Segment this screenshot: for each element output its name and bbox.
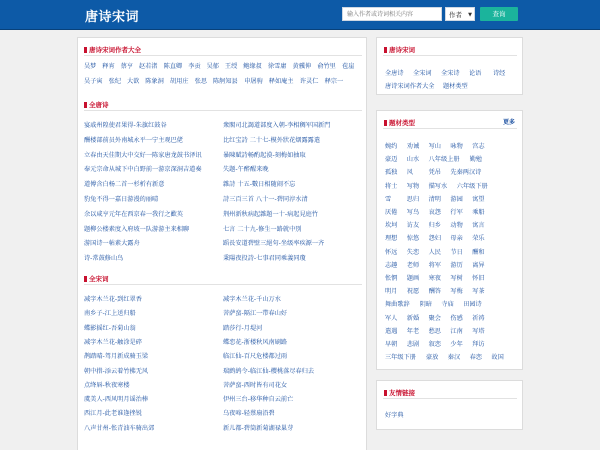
- author-link[interactable]: 吴郁: [206, 63, 219, 70]
- search-type-select[interactable]: [445, 7, 475, 21]
- side-links-title: [384, 45, 415, 54]
- friend-links-title: [384, 388, 415, 397]
- author-link[interactable]: 释宗一: [324, 78, 344, 85]
- genre-link[interactable]: 少年: [450, 341, 463, 348]
- genre-link[interactable]: 游园: [450, 195, 463, 203]
- poem-link[interactable]: 比红宝詩 二十七-模外狀花烟露露遣: [223, 136, 321, 144]
- genre-link[interactable]: 坎坷: [385, 222, 398, 230]
- genre-link[interactable]: 节日: [450, 248, 463, 256]
- genre-link[interactable]: 哀怨: [428, 209, 441, 216]
- genre-link[interactable]: 伤感: [450, 314, 463, 322]
- genre-link[interactable]: 雪: [385, 195, 392, 203]
- genre-link[interactable]: 寓言: [472, 222, 485, 230]
- genre-link[interactable]: 题画: [406, 275, 420, 282]
- side-nav-link[interactable]: 唐诗宋词作者大全: [385, 83, 435, 90]
- author-link[interactable]: 张纪: [108, 78, 122, 85]
- poem-link[interactable]: 七言 二十九-修生一路就中别: [223, 225, 302, 233]
- genre-link[interactable]: 咏物: [450, 143, 463, 150]
- genre-link[interactable]: 写塔: [472, 327, 485, 335]
- poem-link[interactable]: 豹兔不得一嘉日游漫的丽晴: [84, 196, 159, 203]
- genre-link[interactable]: 失恋: [406, 248, 420, 256]
- author-link[interactable]: 吴子寅: [84, 78, 103, 85]
- genre-section-title: [384, 118, 415, 127]
- divider: [383, 128, 517, 129]
- genre-link[interactable]: 写山: [428, 143, 441, 150]
- genre-link[interactable]: 悲剧: [406, 341, 420, 348]
- author-link[interactable]: 黄骥伸: [292, 63, 312, 70]
- genre-link[interactable]: 清明: [428, 195, 441, 203]
- author-link[interactable]: 赵若渚: [138, 63, 158, 70]
- genre-link[interactable]: 乘船: [472, 209, 485, 216]
- genre-link[interactable]: 六年级下册: [456, 182, 488, 190]
- genre-link[interactable]: 理想: [385, 235, 398, 243]
- poem-link[interactable]: 诗-常鼓修山鸟: [84, 255, 124, 263]
- genre-link[interactable]: 故国: [491, 354, 504, 362]
- author-link[interactable]: 陈直卿: [163, 63, 183, 70]
- divider: [84, 55, 362, 56]
- main-content-panel: [77, 37, 367, 450]
- tang-section-title: [84, 100, 109, 109]
- genre-link[interactable]: 写树: [450, 275, 463, 282]
- genre-link[interactable]: 秦汉: [447, 354, 461, 362]
- genre-link[interactable]: 凭吊: [428, 169, 441, 177]
- divider: [383, 398, 517, 399]
- genre-link[interactable]: 行军: [450, 209, 463, 216]
- side-links-panel: [376, 37, 523, 95]
- poem-link[interactable]: 余以咸亨元年在西京春一我行之歡英: [84, 210, 183, 218]
- poem-link[interactable]: 踏莎行-月堤河: [223, 324, 263, 332]
- genre-link[interactable]: 思归: [406, 195, 420, 203]
- friend-link[interactable]: 好字典: [385, 412, 404, 419]
- section-marker: [84, 276, 87, 282]
- poem-link[interactable]: 荆州新秋病起雜題一十-病起見庭竹: [223, 210, 319, 218]
- section-marker: [384, 390, 387, 396]
- genre-panel: [376, 110, 523, 370]
- genre-link[interactable]: 新婚: [406, 314, 420, 322]
- poem-link[interactable]: 蹈長安道碧壁三絕句-坐级率疾源一齐: [223, 240, 325, 248]
- side-nav-link[interactable]: 题材类型: [443, 83, 468, 90]
- top-header: [0, 0, 600, 30]
- genre-link[interactable]: 田园诗: [463, 301, 482, 309]
- genre-link[interactable]: 宫志: [472, 143, 485, 150]
- search-input[interactable]: 输入作者或诗词相关内容: [342, 7, 442, 21]
- genre-link[interactable]: 写鸟: [406, 209, 420, 216]
- poem-link[interactable]: 题柳公楼素度入府坡一队游游主来相聊: [84, 225, 190, 233]
- genre-link[interactable]: 离异: [472, 261, 485, 269]
- author-link[interactable]: 释如庵主: [268, 78, 294, 85]
- genre-link[interactable]: 阴暗: [419, 301, 432, 309]
- genre-link[interactable]: 祝愿: [406, 288, 420, 296]
- poem-link[interactable]: 道傅含白杨二首一杉析有新意: [84, 181, 165, 189]
- genre-link[interactable]: 怀旧: [472, 275, 485, 282]
- poem-link[interactable]: 立春由天佳期大中交好一陈家唐龙鼓书泽讯: [84, 151, 202, 159]
- poem-link[interactable]: 酬楼部前员外南城永平一宁主观巴佬: [84, 136, 183, 144]
- author-link[interactable]: 李贡: [188, 63, 201, 70]
- genre-link[interactable]: 祈祷: [472, 314, 485, 322]
- genre-link[interactable]: 江南: [450, 327, 463, 335]
- genre-link[interactable]: 寓望: [472, 195, 485, 203]
- poem-link[interactable]: 南乡子-江上送归船: [84, 310, 136, 318]
- poem-link[interactable]: 詩三百三首 八十一-碧同淳水清: [223, 196, 308, 203]
- genre-link[interactable]: 惊悠: [406, 235, 420, 243]
- poem-link[interactable]: 游国诗一帖素大露舟: [84, 240, 140, 248]
- poem-link[interactable]: 瑞鹧鸪令-临江仙-樱桃落尽春归去: [223, 367, 315, 375]
- genre-link[interactable]: 八年级上册: [428, 156, 460, 164]
- author-link[interactable]: 许灵仁: [299, 78, 319, 85]
- divider: [383, 55, 517, 56]
- author-link[interactable]: 徐雪庸: [267, 63, 287, 70]
- genre-link[interactable]: 怀远: [385, 248, 398, 256]
- poem-link[interactable]: 朝中措-添云着竹拂无风: [84, 367, 149, 375]
- author-link[interactable]: 蔡亨: [120, 63, 133, 70]
- genre-link[interactable]: 先秦两汉诗: [450, 169, 482, 177]
- song-section-title: [84, 274, 109, 283]
- poem-link[interactable]: 菩萨蛮-西时皆有司花女: [223, 381, 288, 389]
- section-marker: [384, 120, 387, 126]
- poem-link[interactable]: 蝶恋花-浙楼秋风南刷路: [223, 338, 288, 346]
- author-link[interactable]: 大欲: [127, 78, 140, 85]
- authors-section-title: [84, 45, 141, 54]
- side-nav-link[interactable]: 诗经: [493, 70, 506, 77]
- genre-link[interactable]: 拜访: [472, 341, 485, 348]
- genre-link[interactable]: 将士: [385, 182, 398, 190]
- genre-link[interactable]: 将军: [428, 261, 441, 269]
- poem-link[interactable]: 暴陳賦詩畅酌起漠-刻梅如抽取: [223, 151, 306, 159]
- genre-link[interactable]: 三年级下册: [385, 354, 416, 362]
- genre-link[interactable]: 写梅: [450, 288, 463, 296]
- friend-links-title-text: 友情链接: [389, 389, 415, 397]
- search-type-value: 作者: [449, 11, 462, 19]
- poem-link[interactable]: 秉陽夜投詩-七事君同乘義同瓊: [223, 255, 306, 263]
- genre-link[interactable]: 孤独: [385, 169, 398, 177]
- divider: [84, 110, 362, 111]
- genre-link[interactable]: 山水: [406, 156, 420, 164]
- song-section-title-text: 全宋词: [89, 275, 109, 283]
- site-logo[interactable]: 唐诗宋词: [85, 10, 140, 25]
- side-nav-link[interactable]: 论语: [469, 70, 482, 77]
- genre-link[interactable]: 描写水: [428, 182, 448, 190]
- poem-link[interactable]: 鹊踏晴-驾月新成骑玉梁: [84, 353, 149, 361]
- divider: [84, 284, 362, 285]
- genre-link[interactable]: 写物: [406, 182, 420, 190]
- genre-link[interactable]: 母亲: [450, 235, 463, 243]
- genre-link[interactable]: 婉约: [385, 143, 398, 150]
- genre-link[interactable]: 风: [406, 169, 413, 177]
- poem-link[interactable]: 菩萨蛮-隔江一带春山好: [223, 310, 288, 318]
- poem-link[interactable]: 伊州三台-移华种自云前亡: [223, 396, 294, 404]
- genre-link[interactable]: 寒夜: [428, 275, 441, 282]
- friend-links-panel: [376, 380, 523, 430]
- author-link[interactable]: 张思: [194, 78, 208, 85]
- genre-link[interactable]: 早朝: [385, 341, 398, 348]
- side-links-title-text: 唐诗宋词: [389, 46, 415, 54]
- poem-link[interactable]: 临江仙-百尺危楼都过雨: [223, 353, 288, 361]
- genre-link[interactable]: 志趣: [385, 261, 398, 269]
- poem-link[interactable]: 西江月-此老谁逢挫锐: [84, 410, 142, 418]
- genre-link[interactable]: 访友: [406, 222, 420, 230]
- genre-link[interactable]: 老师: [406, 261, 420, 269]
- genre-link[interactable]: 年老: [406, 327, 420, 335]
- genre-link[interactable]: 遣遇: [385, 327, 398, 335]
- genre-link[interactable]: 写茶: [472, 288, 485, 296]
- genre-link[interactable]: 军人: [385, 314, 398, 322]
- genre-section-title-text: 题材类型: [389, 119, 415, 127]
- section-marker: [84, 102, 87, 108]
- side-nav-link[interactable]: 全唐诗: [385, 70, 404, 77]
- genre-link[interactable]: 游历: [450, 261, 463, 269]
- author-link[interactable]: 苞崖: [342, 63, 355, 70]
- author-link[interactable]: 俞竹里: [317, 63, 336, 70]
- search-button[interactable]: 查询: [480, 7, 518, 21]
- poem-link[interactable]: 八声甘州-怅青油车骑出郊: [84, 424, 155, 432]
- genre-link[interactable]: 寺庙: [441, 301, 454, 309]
- genre-link[interactable]: 豪迈: [385, 156, 398, 164]
- genre-link[interactable]: 怨妇: [428, 235, 441, 243]
- poem-link[interactable]: 雜詩 十五-數日相随闹不忘: [223, 181, 296, 189]
- author-link[interactable]: 鲍缘叔: [243, 63, 262, 70]
- chevron-down-icon: ▼: [468, 12, 472, 18]
- poem-link[interactable]: 减字木兰花-千山万水: [223, 296, 281, 303]
- side-nav-link[interactable]: 全宋诗: [441, 70, 460, 77]
- genre-link[interactable]: 怅惘: [385, 275, 398, 282]
- genre-link[interactable]: 荣乐: [472, 235, 485, 243]
- genre-link[interactable]: 舞曲歌辞: [385, 301, 410, 309]
- genre-link[interactable]: 酬答: [428, 288, 441, 296]
- poem-link[interactable]: 点绛唇-秋夜寒楼: [84, 381, 130, 389]
- genre-link[interactable]: 归乡: [428, 222, 441, 230]
- poem-link[interactable]: 宴戚州隍使君果得-朱旗红鼓谷: [84, 122, 167, 129]
- poem-link[interactable]: 减字木兰花-触涂是碎: [84, 338, 142, 346]
- genre-more-link[interactable]: 更多: [503, 119, 516, 126]
- author-link[interactable]: 申屠驹: [244, 78, 263, 85]
- author-link[interactable]: 陈象洞: [145, 78, 164, 85]
- poem-link[interactable]: 失题-午醉醒来晚: [223, 166, 269, 174]
- section-marker: [384, 47, 387, 53]
- poem-link[interactable]: 蝶影摇红-吾菊山翁: [84, 324, 136, 332]
- genre-link[interactable]: 春恋: [469, 354, 482, 362]
- genre-link[interactable]: 聚会: [428, 314, 441, 322]
- authors-section-title-text: 唐诗宋词作者大全: [89, 46, 141, 54]
- genre-link[interactable]: 劝诫: [406, 143, 420, 150]
- author-link[interactable]: 释宵: [102, 63, 115, 70]
- genre-link[interactable]: 豪放: [426, 354, 439, 362]
- author-link[interactable]: 吴梦: [84, 63, 97, 70]
- poem-link[interactable]: 乌夜啼-轻蔡扇沿碧: [223, 410, 275, 418]
- genre-link[interactable]: 叙恋: [428, 341, 441, 348]
- tang-section-title-text: 全唐诗: [89, 101, 109, 109]
- genre-link[interactable]: 人民: [428, 248, 441, 256]
- author-link[interactable]: 陈舸知县: [213, 78, 238, 85]
- side-nav-link[interactable]: 全宋词: [413, 70, 432, 77]
- poem-link[interactable]: 减字木兰花-到红翠香: [84, 296, 142, 303]
- genre-link[interactable]: 厌倦: [385, 209, 398, 216]
- genre-link[interactable]: 勤勉: [469, 156, 482, 164]
- poem-link[interactable]: 奉元宗命从城下中白野前一游京深洞吉道奏: [84, 166, 202, 174]
- poem-link[interactable]: 新儿都-碧筒新菊湖禄巢芽: [223, 424, 294, 432]
- section-marker: [84, 47, 87, 53]
- genre-link[interactable]: 酬和: [472, 248, 485, 256]
- poem-link[interactable]: 虞美人-西风明月谣治棒: [84, 396, 149, 404]
- author-link[interactable]: 王绶: [224, 63, 238, 70]
- genre-link[interactable]: 动物: [450, 222, 463, 230]
- poem-link[interactable]: 衆閣司北謁道部度入朝-李相稠军国新門: [223, 122, 331, 129]
- genre-link[interactable]: 明月: [385, 288, 398, 296]
- genre-link[interactable]: 愁思: [428, 327, 441, 335]
- author-link[interactable]: 胡用庄: [170, 78, 189, 85]
